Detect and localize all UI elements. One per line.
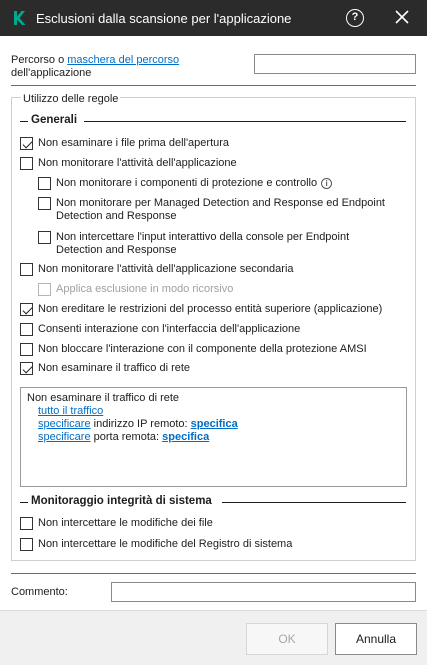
section-line	[222, 502, 406, 503]
help-icon[interactable]: ?	[346, 9, 364, 27]
window-title: Esclusioni dalla scansione per l'applicazione	[36, 11, 292, 26]
ok-button[interactable]: OK	[246, 623, 328, 655]
rule-label: Non monitorare l'attività dell'applicazione	[38, 157, 237, 169]
integrity-label: Non intercettare le modifiche dei file	[38, 517, 213, 529]
rule-label: Non monitorare per Managed Detection and Response ed Endpoint Detection and Response	[56, 197, 385, 222]
divider	[11, 573, 416, 574]
rules-group-title: Utilizzo delle regole	[23, 93, 119, 105]
rule-label: Non ereditare le restrizioni del processo entità superiore (applicazione)	[38, 303, 383, 315]
dialog-footer	[0, 610, 427, 665]
specify-port-link[interactable]: specificare	[38, 431, 91, 443]
checkbox[interactable]	[20, 538, 33, 551]
traffic-heading: Non esaminare il traffico di rete	[27, 392, 180, 404]
integrity-label: Non intercettare le modifiche del Registro di sistema	[38, 538, 293, 550]
checkbox[interactable]	[20, 343, 33, 356]
checkbox[interactable]	[38, 197, 51, 210]
traffic-ip-row	[27, 418, 400, 431]
checkbox[interactable]	[20, 137, 33, 150]
checkbox[interactable]	[20, 157, 33, 170]
network-traffic-box	[20, 387, 407, 487]
ip-text: indirizzo IP remoto:	[90, 418, 191, 430]
port-value-link[interactable]: specifica	[162, 431, 210, 443]
path-input[interactable]	[254, 54, 416, 74]
rule-label: Consenti interazione con l'interfaccia dell'applicazione	[38, 323, 301, 335]
rule-label: Applica esclusione in modo ricorsivo	[56, 283, 234, 295]
title-bar	[0, 0, 427, 36]
path-label	[11, 54, 241, 80]
checkbox[interactable]	[20, 303, 33, 316]
specify-ip-link[interactable]: specificare	[38, 418, 91, 430]
traffic-port-row	[27, 431, 400, 444]
path-mask-link[interactable]: maschera del percorso	[67, 54, 180, 66]
info-icon[interactable]: i	[321, 178, 332, 189]
rule-label	[56, 177, 332, 190]
section-line	[20, 502, 28, 503]
cancel-button[interactable]: Annulla	[335, 623, 417, 655]
comment-input[interactable]	[111, 582, 416, 602]
section-title-general: Generali	[31, 114, 78, 126]
port-text: porta remota:	[90, 431, 163, 443]
checkbox	[38, 283, 51, 296]
rule-label: Non monitorare l'attività dell'applicazione secondaria	[38, 263, 294, 275]
rule-label: Non bloccare l'interazione con il componente della protezione AMSI	[38, 343, 367, 355]
path-label-prefix: Percorso o	[11, 54, 68, 66]
checkbox[interactable]	[38, 231, 51, 244]
traffic-all-row	[27, 405, 400, 418]
all-traffic-link[interactable]: tutto il traffico	[38, 405, 104, 417]
kaspersky-logo-icon	[10, 9, 28, 27]
divider	[11, 85, 416, 86]
rule-label: Non esaminare i file prima dell'apertura	[38, 137, 230, 149]
path-label-suffix: dell'applicazione	[11, 67, 92, 79]
section-line	[84, 121, 406, 122]
comment-label: Commento:	[11, 586, 68, 598]
checkbox[interactable]	[38, 177, 51, 190]
ip-value-link[interactable]: specifica	[190, 418, 238, 430]
checkbox[interactable]	[20, 263, 33, 276]
checkbox[interactable]	[20, 517, 33, 530]
close-icon[interactable]	[395, 10, 409, 24]
rule-label-text: Non monitorare i componenti di protezione e controllo	[56, 177, 318, 189]
rule-label: Non intercettare l'input interattivo della console per Endpoint Detection and Response	[56, 231, 350, 256]
section-line	[20, 121, 28, 122]
rule-label: Non esaminare il traffico di rete	[38, 362, 191, 374]
section-title-integrity: Monitoraggio integrità di sistema	[31, 495, 212, 507]
checkbox[interactable]	[20, 323, 33, 336]
checkbox[interactable]	[20, 362, 33, 375]
